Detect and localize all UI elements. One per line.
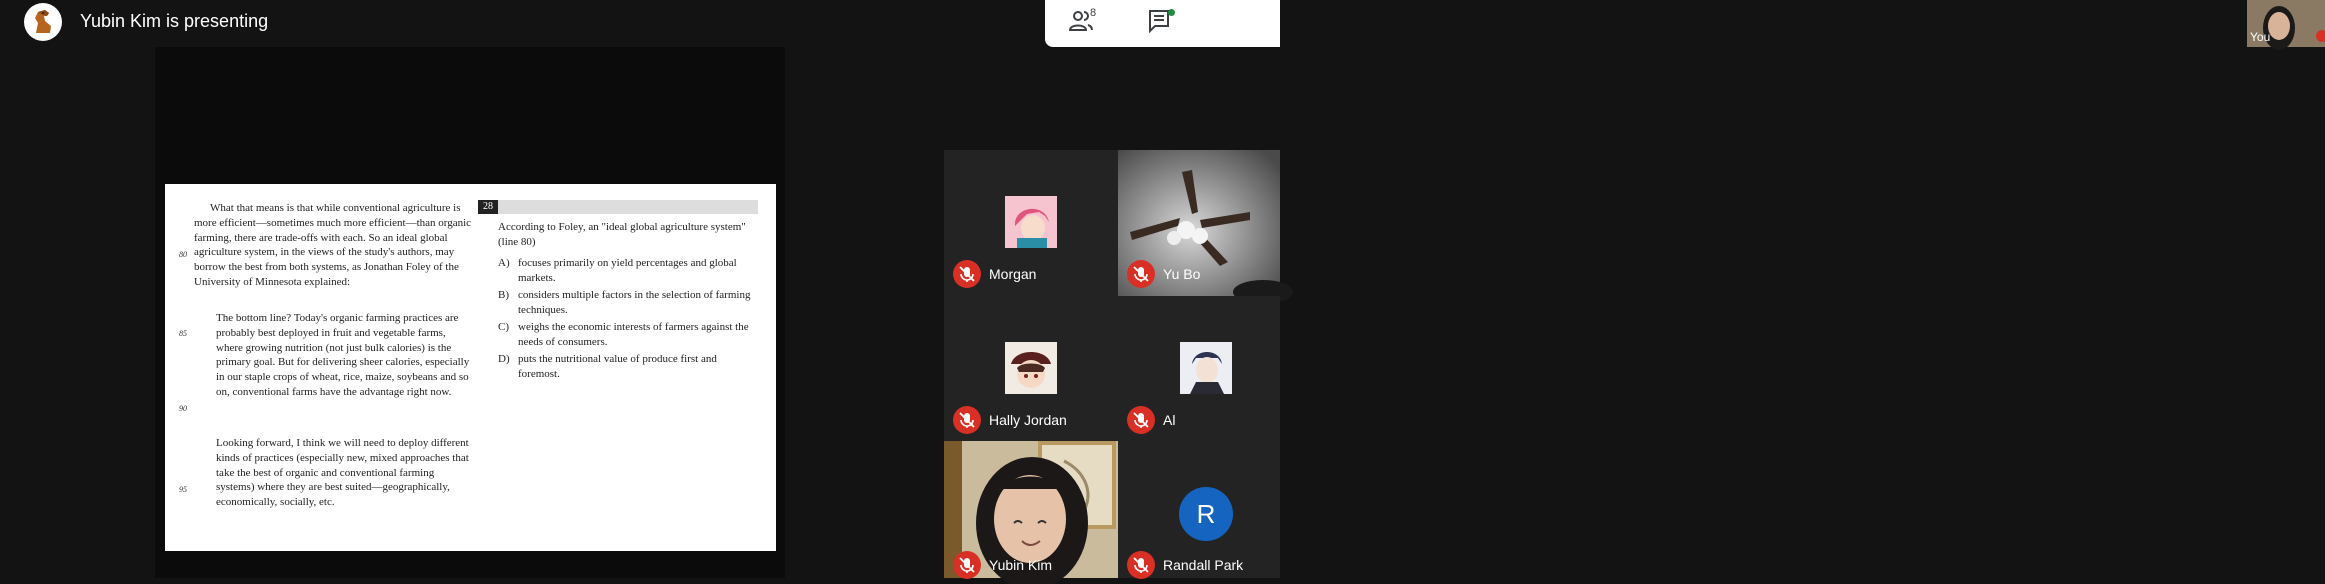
line-number: 90 [179, 404, 187, 413]
call-controls [1045, 0, 2271, 47]
option-letter: D) [498, 353, 510, 365]
muted-mic-icon [953, 551, 981, 579]
line-number: 95 [179, 485, 187, 494]
option-text: considers multiple factors in the selection of farming techniques. [518, 289, 751, 316]
presenter-title: Yubin Kim is presenting [80, 11, 269, 31]
muted-mic-icon [953, 260, 981, 288]
passage-quote: The bottom line? Today's organic farming practices are probably best deployed in fruit and vegetable farms, where growing nutrition (not just bulk calories) is the primary goal. But for delivering sheer calories, especially in our staple crops of wheat, rice, maize, soybeans and so on, conventional farms have the advantage right now. [216, 312, 470, 398]
passage-quote: Looking forward, I think we will need to deploy different kinds of practices (especially new, mixed approaches that take the best of organic and conventional farming systems) where they are best suited—geographically, economically, socially, etc. [216, 437, 469, 509]
question-number: 28 [478, 200, 498, 214]
muted-mic-icon [1127, 551, 1155, 579]
muted-mic-icon [953, 406, 981, 434]
initial-avatar: R [1179, 487, 1233, 541]
participant-name: Morgan [989, 266, 1037, 282]
option-letter: A) [498, 257, 510, 269]
participant-tile-al[interactable] [1118, 296, 1280, 442]
participants-button[interactable] [1067, 8, 1105, 38]
participant-tile-morgan[interactable] [944, 150, 1118, 296]
option-letter: B) [498, 289, 509, 301]
unread-indicator [1168, 9, 1175, 16]
option-text: focuses primarily on yield percentages and global markets. [518, 257, 737, 284]
self-view[interactable] [2247, 0, 2325, 47]
participant-tile-randall-park[interactable] [1118, 441, 1280, 578]
question-stem: According to Foley, an "ideal global agriculture system" (line 80) [498, 221, 746, 248]
option-letter: C) [498, 321, 509, 333]
participant-tile-yubin-kim[interactable] [944, 441, 1118, 578]
option-text: weighs the economic interests of farmers against the needs of consumers. [518, 321, 749, 348]
anime-avatar-icon [1005, 342, 1057, 394]
anime-avatar-icon [1005, 196, 1057, 248]
anime-avatar-icon [1180, 342, 1232, 394]
question-header [478, 200, 758, 214]
participant-tile-yu-bo[interactable] [1118, 150, 1280, 296]
participant-name: Hally Jordan [989, 412, 1067, 428]
muted-mic-icon [1127, 406, 1155, 434]
dinosaur-avatar-icon [24, 3, 62, 41]
muted-mic-icon [1127, 260, 1155, 288]
line-number: 85 [179, 329, 187, 338]
participant-name: Randall Park [1163, 557, 1244, 573]
chat-button[interactable] [1145, 8, 1183, 38]
participant-name: Al [1163, 412, 1176, 428]
option-text: puts the nutritional value of produce first and foremost. [518, 353, 717, 380]
passage-paragraph: What that means is that while conventional agriculture is more efficient—sometimes much more efficient—than organic farming, there are trade-offs with each. So an ideal global agriculture system, in the views of the study's authors, may borrow the best from both systems, as Jonathan Foley of the University of Minnesota explained: [194, 202, 472, 288]
participants-count: 8 [1090, 7, 1097, 19]
presentation-slide [165, 184, 776, 551]
participant-name: Yu Bo [1163, 266, 1201, 282]
line-number: 80 [179, 250, 187, 259]
presenter-bar [0, 0, 1040, 46]
participant-name: Yubin Kim [989, 557, 1053, 573]
self-label: You [2250, 30, 2271, 44]
participant-tile-hally-jordan[interactable] [944, 296, 1118, 442]
